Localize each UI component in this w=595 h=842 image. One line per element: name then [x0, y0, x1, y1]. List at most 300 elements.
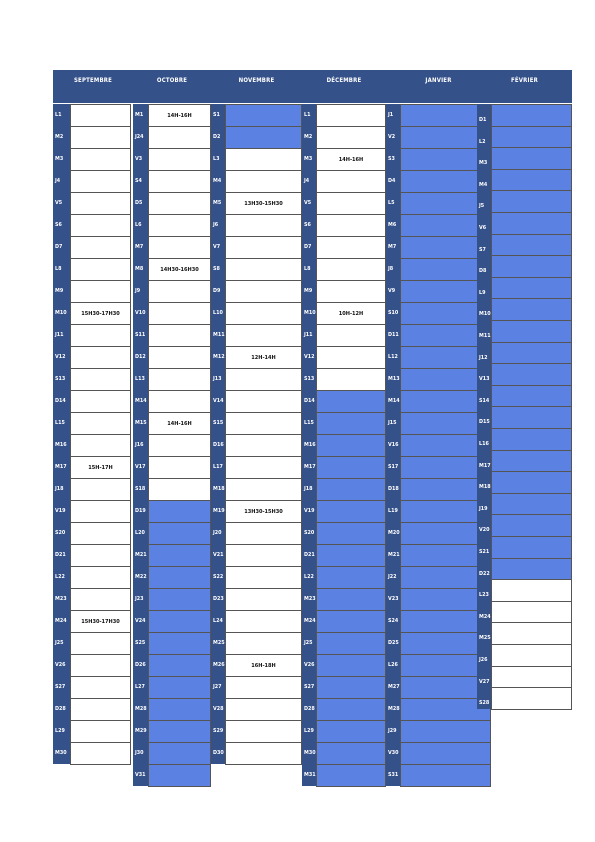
day-cell[interactable] — [148, 632, 211, 655]
day-cell[interactable] — [225, 368, 302, 391]
day-label: V31 — [135, 772, 146, 778]
day-cell[interactable] — [225, 236, 302, 259]
day-label: J16 — [135, 442, 144, 448]
day-cell[interactable]: 14H-16H — [148, 104, 211, 127]
day-cell[interactable] — [316, 104, 386, 127]
day-label: S20 — [304, 530, 315, 536]
day-cell[interactable] — [148, 434, 211, 457]
day-cell[interactable] — [491, 406, 572, 429]
day-label: V23 — [388, 596, 399, 602]
day-cell[interactable] — [316, 368, 386, 391]
day-cell[interactable] — [316, 566, 386, 589]
day-label: L6 — [135, 222, 142, 228]
day-label: L17 — [213, 464, 223, 470]
day-label: M23 — [55, 596, 67, 602]
day-cell[interactable] — [316, 654, 386, 677]
day-label: L2 — [479, 138, 486, 145]
day-cell[interactable] — [70, 214, 131, 237]
day-label: M10 — [304, 310, 316, 316]
day-label: S7 — [479, 246, 486, 253]
day-label: J12 — [479, 354, 488, 361]
day-label: L12 — [388, 354, 398, 360]
day-label: L15 — [304, 420, 314, 426]
day-cell[interactable] — [148, 170, 211, 193]
day-cell[interactable] — [70, 368, 131, 391]
day-label: J30 — [135, 750, 144, 756]
day-cell[interactable] — [316, 258, 386, 281]
day-label: M6 — [388, 222, 397, 228]
day-cell[interactable] — [70, 566, 131, 589]
day-label: M3 — [479, 160, 488, 167]
day-cell[interactable] — [316, 214, 386, 237]
day-label: J15 — [388, 420, 397, 426]
day-cell[interactable] — [316, 456, 386, 479]
day-label: M25 — [479, 635, 491, 642]
month-header-6: FÉVRIER — [511, 77, 538, 84]
day-label: M29 — [135, 728, 147, 734]
month-header-5: JANVIER — [425, 77, 452, 84]
day-cell[interactable] — [225, 390, 302, 413]
day-label: L9 — [479, 289, 486, 296]
day-cell[interactable] — [316, 478, 386, 501]
day-label: V24 — [135, 618, 146, 624]
day-cell[interactable] — [316, 764, 386, 787]
day-label: M19 — [213, 508, 225, 514]
day-label: S31 — [388, 772, 399, 778]
day-cell[interactable] — [148, 346, 211, 369]
day-cell[interactable] — [70, 698, 131, 721]
day-cell[interactable] — [316, 346, 386, 369]
day-label: L10 — [213, 310, 223, 316]
day-label: L26 — [388, 662, 398, 668]
day-cell[interactable] — [70, 346, 131, 369]
day-label: D2 — [213, 134, 221, 140]
day-label: V12 — [55, 354, 66, 360]
day-label: M7 — [388, 244, 397, 250]
day-label: M22 — [135, 574, 147, 580]
day-label: M13 — [388, 376, 400, 382]
day-cell[interactable] — [316, 324, 386, 347]
day-cell[interactable] — [225, 632, 302, 655]
day-cell[interactable]: 14H-16H — [316, 148, 386, 171]
day-cell[interactable] — [70, 632, 131, 655]
day-label: V13 — [479, 376, 490, 383]
day-cell[interactable] — [400, 720, 491, 743]
day-cell[interactable] — [316, 544, 386, 567]
day-cell[interactable] — [400, 764, 491, 787]
day-cell[interactable] — [491, 212, 572, 235]
day-cell[interactable] — [491, 579, 572, 602]
day-label: S1 — [213, 112, 220, 118]
day-label: M14 — [388, 398, 400, 404]
day-label: S15 — [213, 420, 224, 426]
day-cell[interactable] — [491, 493, 572, 516]
day-label: L13 — [135, 376, 145, 382]
day-cell[interactable]: 15H30-17H30 — [70, 610, 131, 633]
day-cell[interactable] — [70, 500, 131, 523]
day-cell[interactable] — [316, 390, 386, 413]
day-cell[interactable] — [225, 544, 302, 567]
day-cell[interactable] — [148, 588, 211, 611]
day-cell[interactable] — [70, 104, 131, 127]
day-cell[interactable] — [316, 500, 386, 523]
day-label: L24 — [213, 618, 223, 624]
day-label: M11 — [479, 333, 491, 339]
day-label: D1 — [479, 117, 487, 123]
day-cell[interactable] — [225, 214, 302, 237]
day-cell[interactable] — [491, 255, 572, 278]
day-label: M14 — [135, 398, 147, 404]
day-label: J19 — [479, 505, 488, 512]
day-cell[interactable] — [225, 324, 302, 347]
day-label: L19 — [388, 508, 398, 514]
day-label: J18 — [304, 486, 313, 492]
day-label: S13 — [304, 376, 315, 382]
day-cell[interactable]: 16H-18H — [225, 654, 302, 677]
day-label: L3 — [213, 156, 220, 162]
day-label: D11 — [388, 332, 399, 338]
day-cell[interactable] — [225, 522, 302, 545]
day-cell[interactable] — [491, 169, 572, 192]
day-cell[interactable]: 12H-14H — [225, 346, 302, 369]
day-label: M24 — [304, 618, 316, 624]
day-label: J8 — [388, 266, 394, 272]
day-cell[interactable]: 15H-17H — [70, 456, 131, 479]
day-cell[interactable] — [70, 236, 131, 259]
day-cell[interactable] — [491, 644, 572, 667]
day-cell[interactable]: 14H-16H — [148, 412, 211, 435]
day-label: S21 — [479, 549, 490, 555]
day-label: V5 — [55, 200, 63, 206]
day-cell[interactable] — [491, 450, 572, 473]
day-label: J1 — [388, 112, 394, 118]
day-label: J13 — [213, 376, 222, 382]
day-cell[interactable] — [70, 412, 131, 435]
day-label: M26 — [213, 662, 225, 668]
day-label: J6 — [213, 222, 219, 228]
day-label: D26 — [135, 662, 146, 668]
day-label: D7 — [55, 244, 63, 250]
day-cell[interactable] — [225, 302, 302, 325]
day-label: D21 — [55, 552, 66, 558]
day-cell[interactable] — [225, 104, 302, 127]
day-cell[interactable] — [148, 236, 211, 259]
day-cell[interactable] — [148, 456, 211, 479]
day-label: V2 — [388, 134, 396, 140]
day-label: V7 — [213, 244, 221, 250]
day-label: S28 — [479, 700, 490, 707]
day-label: M16 — [304, 442, 316, 448]
day-label: M30 — [55, 750, 67, 756]
day-label: L23 — [479, 592, 489, 599]
day-label: J18 — [55, 486, 64, 492]
day-cell[interactable] — [316, 698, 386, 721]
day-cell[interactable] — [491, 622, 572, 645]
day-cell[interactable] — [491, 363, 572, 386]
day-cell[interactable] — [225, 412, 302, 435]
day-label: S18 — [135, 486, 146, 492]
day-label: L22 — [304, 574, 314, 580]
day-label: S17 — [388, 464, 399, 470]
day-label: D8 — [479, 268, 487, 275]
day-cell[interactable] — [148, 478, 211, 501]
day-label: D12 — [135, 354, 146, 360]
day-label: M24 — [479, 613, 491, 620]
day-label: J22 — [388, 574, 397, 580]
day-label: D9 — [213, 288, 221, 294]
day-cell[interactable] — [148, 676, 211, 699]
day-label: J29 — [388, 728, 397, 734]
day-cell[interactable] — [400, 742, 491, 765]
day-cell[interactable] — [148, 500, 211, 523]
day-cell[interactable]: 13H30-15H30 — [225, 192, 302, 215]
day-label: M12 — [213, 354, 225, 360]
day-cell[interactable] — [225, 258, 302, 281]
day-cell[interactable] — [148, 302, 211, 325]
day-cell[interactable] — [316, 720, 386, 743]
day-label: V9 — [388, 288, 396, 294]
day-cell[interactable] — [70, 258, 131, 281]
day-cell[interactable] — [70, 478, 131, 501]
day-label: L1 — [304, 112, 311, 118]
day-cell[interactable] — [148, 566, 211, 589]
day-cell[interactable]: 13H30-15H30 — [225, 500, 302, 523]
day-label: D25 — [388, 640, 399, 646]
day-cell[interactable] — [148, 720, 211, 743]
day-label: M17 — [55, 464, 67, 470]
day-label: V30 — [388, 750, 399, 756]
day-label: V3 — [135, 156, 143, 162]
day-cell[interactable] — [225, 148, 302, 171]
day-label: M18 — [479, 484, 491, 491]
day-cell[interactable] — [491, 666, 572, 689]
day-label: M18 — [213, 486, 225, 492]
day-cell[interactable] — [70, 720, 131, 743]
day-label: D14 — [304, 398, 315, 404]
day-label: L29 — [304, 728, 314, 734]
day-cell[interactable] — [316, 676, 386, 699]
day-cell[interactable] — [491, 320, 572, 343]
day-cell[interactable] — [491, 234, 572, 257]
day-label: M9 — [304, 288, 313, 294]
day-label: D5 — [135, 200, 143, 206]
day-label: M16 — [55, 442, 67, 448]
day-cell[interactable] — [70, 148, 131, 171]
day-label: M21 — [388, 552, 400, 558]
day-cell[interactable] — [225, 434, 302, 457]
day-cell[interactable] — [225, 456, 302, 479]
day-cell[interactable] — [316, 126, 386, 149]
day-label: M1 — [135, 112, 144, 118]
day-cell[interactable] — [316, 192, 386, 215]
day-cell[interactable] — [225, 698, 302, 721]
day-cell[interactable] — [491, 147, 572, 170]
day-cell[interactable] — [491, 104, 572, 127]
day-cell[interactable] — [316, 236, 386, 259]
day-cell[interactable] — [316, 412, 386, 435]
day-cell[interactable] — [70, 742, 131, 765]
day-cell[interactable] — [316, 588, 386, 611]
month-header-4: DÉCEMBRE — [326, 77, 362, 84]
day-cell[interactable] — [70, 390, 131, 413]
day-cell[interactable] — [225, 280, 302, 303]
day-cell[interactable]: 15H30-17H30 — [70, 302, 131, 325]
day-cell[interactable] — [491, 277, 572, 300]
day-label: M17 — [304, 464, 316, 470]
day-label: S27 — [55, 684, 66, 690]
day-cell[interactable] — [491, 342, 572, 365]
day-cell[interactable] — [491, 536, 572, 559]
day-cell[interactable] — [148, 280, 211, 303]
day-label: S22 — [213, 574, 224, 580]
day-label: D7 — [304, 244, 312, 250]
day-cell[interactable] — [148, 522, 211, 545]
day-label: V19 — [55, 508, 66, 514]
day-cell[interactable] — [148, 742, 211, 765]
day-label: L15 — [55, 420, 65, 426]
day-cell[interactable] — [316, 610, 386, 633]
day-label: J20 — [213, 530, 222, 536]
day-label: J11 — [304, 332, 313, 338]
day-cell[interactable] — [316, 280, 386, 303]
day-cell[interactable] — [491, 601, 572, 624]
day-label: J26 — [479, 657, 488, 663]
day-label: D22 — [479, 570, 490, 577]
day-cell[interactable] — [491, 428, 572, 451]
day-label: D16 — [213, 442, 224, 448]
day-label: V14 — [213, 398, 224, 404]
day-cell[interactable]: 14H30-16H30 — [148, 258, 211, 281]
day-label: D23 — [213, 596, 224, 602]
day-cell[interactable] — [491, 558, 572, 581]
day-cell[interactable] — [225, 742, 302, 765]
day-cell[interactable] — [148, 610, 211, 633]
day-cell[interactable] — [148, 192, 211, 215]
day-label: M28 — [135, 706, 147, 712]
day-cell[interactable] — [148, 214, 211, 237]
day-cell[interactable] — [316, 742, 386, 765]
day-cell[interactable] — [316, 522, 386, 545]
day-label: V10 — [135, 310, 146, 316]
day-label: L20 — [135, 530, 145, 536]
day-label: L27 — [135, 684, 145, 690]
day-cell[interactable] — [491, 126, 572, 149]
day-label: L8 — [304, 266, 311, 272]
day-cell[interactable] — [316, 170, 386, 193]
day-cell[interactable] — [491, 514, 572, 537]
day-cell[interactable] — [225, 478, 302, 501]
day-label: D19 — [135, 508, 146, 514]
day-label: M10 — [479, 311, 491, 318]
day-cell[interactable] — [225, 566, 302, 589]
day-cell[interactable] — [70, 324, 131, 347]
day-cell[interactable] — [148, 126, 211, 149]
day-cell[interactable] — [70, 522, 131, 545]
day-label: M4 — [479, 181, 488, 188]
day-label: V26 — [55, 662, 66, 668]
day-cell[interactable] — [70, 126, 131, 149]
day-cell[interactable] — [70, 434, 131, 457]
day-label: M4 — [213, 178, 222, 184]
day-cell[interactable]: 10H-12H — [316, 302, 386, 325]
day-label: S25 — [135, 640, 146, 646]
day-cell[interactable] — [491, 298, 572, 321]
day-cell[interactable] — [148, 544, 211, 567]
day-label: V6 — [479, 225, 487, 231]
day-label: M15 — [135, 420, 147, 426]
day-cell[interactable] — [70, 588, 131, 611]
day-cell[interactable] — [148, 390, 211, 413]
day-cell[interactable] — [491, 687, 572, 710]
day-cell[interactable] — [70, 192, 131, 215]
day-cell[interactable] — [225, 126, 302, 149]
day-label: J4 — [304, 178, 310, 184]
day-cell[interactable] — [225, 170, 302, 193]
day-label: V12 — [304, 354, 315, 360]
day-cell[interactable] — [148, 148, 211, 171]
day-label: D4 — [388, 178, 396, 184]
day-cell[interactable] — [70, 170, 131, 193]
day-cell[interactable] — [70, 544, 131, 567]
day-label: L8 — [55, 266, 62, 272]
month-header-3: NOVEMBRE — [238, 77, 275, 84]
day-label: L22 — [55, 574, 65, 580]
day-label: J24 — [135, 134, 144, 140]
day-cell[interactable] — [491, 190, 572, 213]
day-cell[interactable] — [148, 324, 211, 347]
day-label: D14 — [55, 398, 66, 404]
day-label: V28 — [213, 706, 224, 712]
day-cell[interactable] — [316, 632, 386, 655]
day-cell[interactable] — [70, 280, 131, 303]
day-cell[interactable] — [491, 385, 572, 408]
calendar-header-band — [53, 92, 572, 103]
day-label: S3 — [388, 156, 395, 162]
day-label: V20 — [479, 527, 490, 534]
day-cell[interactable] — [148, 764, 211, 787]
day-label: V19 — [304, 508, 315, 514]
day-label: M10 — [55, 310, 67, 316]
day-label: D28 — [55, 706, 66, 712]
day-cell[interactable] — [70, 676, 131, 699]
day-cell[interactable] — [148, 698, 211, 721]
day-cell[interactable] — [70, 654, 131, 677]
day-label: M28 — [388, 706, 400, 712]
day-label: V16 — [388, 442, 399, 448]
day-label: S29 — [213, 728, 224, 734]
day-label: M17 — [479, 462, 491, 469]
day-cell[interactable] — [316, 434, 386, 457]
day-label: D30 — [213, 750, 224, 756]
day-label: J4 — [55, 178, 61, 184]
day-cell[interactable] — [148, 368, 211, 391]
day-cell[interactable] — [148, 654, 211, 677]
day-cell[interactable] — [225, 676, 302, 699]
month-header-2: OCTOBRE — [156, 77, 188, 84]
day-cell[interactable] — [225, 610, 302, 633]
day-label: D15 — [479, 419, 490, 426]
day-label: M5 — [213, 200, 222, 206]
day-label: M24 — [55, 618, 67, 624]
day-label: J25 — [55, 640, 64, 646]
day-cell[interactable] — [225, 720, 302, 743]
day-label: V26 — [304, 662, 315, 668]
day-label: L16 — [479, 441, 489, 447]
day-label: V27 — [479, 678, 490, 685]
day-cell[interactable] — [491, 471, 572, 494]
day-cell[interactable] — [225, 588, 302, 611]
day-label: M3 — [304, 156, 313, 162]
